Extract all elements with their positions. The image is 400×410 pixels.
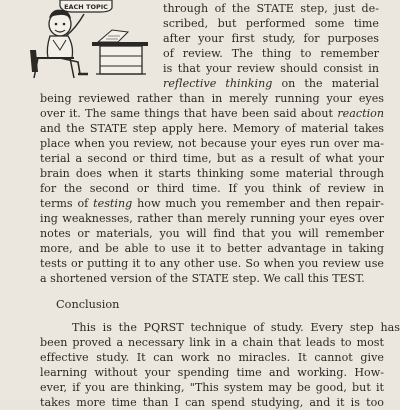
- text-line: been proved a necessary link in a chain that leads to most: [40, 336, 384, 349]
- text-line: effective study. It can work no miracles. It cannot give: [40, 351, 384, 364]
- text-fragment: how much you remember and then repair-: [132, 197, 384, 210]
- text-line: scribed, but performed some time: [163, 17, 379, 30]
- text-line: and the STATE step apply here. Memory of material takes: [40, 122, 384, 135]
- text-line: brain does when it starts thinking some material through: [40, 167, 384, 180]
- emphasis-reaction: reaction: [337, 107, 384, 120]
- text-line-reflective-thinking: [163, 77, 379, 91]
- text-line: through of the STATE step, just de-: [163, 2, 379, 15]
- text-line-reaction: [40, 107, 384, 121]
- text-line: tests or putting it to any other use. So when you review use: [40, 257, 384, 270]
- text-line: a shortened version of the STATE step. We call this TEST.: [40, 272, 365, 285]
- text-line: being reviewed rather than in merely running your eyes: [40, 92, 384, 105]
- text-line: takes more time than I can spend studying, and it is too: [40, 396, 384, 409]
- text-line: place when you review, not because your eyes run over ma-: [40, 137, 384, 150]
- sign-text: EACH TOPIC: [64, 3, 108, 11]
- text-fragment: terms of: [40, 197, 94, 210]
- text-line-testing: [40, 197, 384, 211]
- text-line: ever, if you are thinking, "This system may be good, but it: [40, 381, 384, 394]
- text-line: is that your review should consist in: [163, 62, 379, 75]
- text-line: learning without your spending time and working. How-: [40, 366, 384, 379]
- text-fragment: over it. The same things that have been said about: [40, 107, 338, 120]
- emphasis-reflective-thinking: reflective thinking: [163, 77, 273, 90]
- text-line: ing weaknesses, rather than merely running your eyes over: [40, 212, 384, 225]
- text-line: of review. The thing to remember: [163, 47, 379, 60]
- text-line: more, and be able to use it to better advantage in taking: [40, 242, 384, 255]
- section-heading-conclusion: Conclusion: [56, 298, 120, 311]
- student-at-desk-illustration: [0, 0, 150, 82]
- emphasis-testing: testing: [93, 197, 133, 210]
- text-line: after your first study, for purposes: [163, 32, 379, 45]
- text-line: This is the PQRST technique of study. Every step has: [72, 321, 400, 334]
- text-line: notes or materials, you will find that you will remember: [40, 227, 384, 240]
- text-fragment: on the material: [281, 77, 380, 90]
- text-line: for the second or third time. If you think of review in: [40, 182, 384, 195]
- text-line: terial a second or third time, but as a result of what your: [40, 152, 384, 165]
